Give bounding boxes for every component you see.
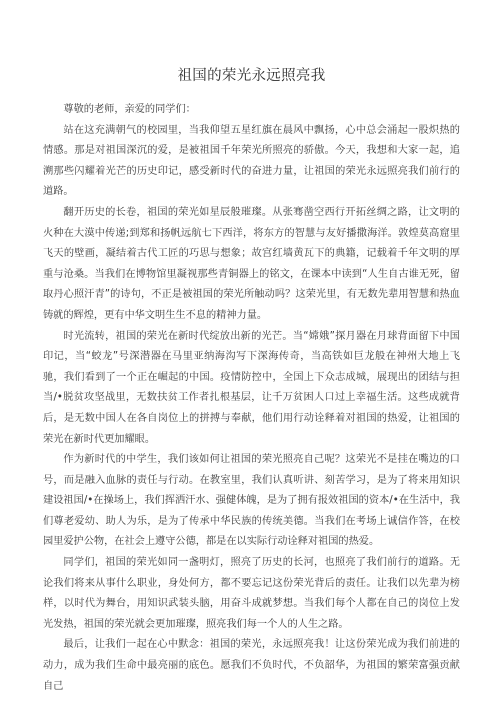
paragraph-3: 时光流转，祖国的荣光在新时代绽放出新的光芒。当“嫦娥”探月器在月球背面留下中国印记，当“蛟龙”号深潜器在马里亚纳海沟写下深海传奇，当高铁如巨龙般在神州大地上飞驰，我们看到了一个正在崛起的中国。疫情防控中，全国上下众志成城，展现出的团结与担当/•脱贫攻坚战里，无数扶贫工作者扎根基层，让千万贫困人口过上幸福生活。这些成就背后，是无数中国人在各自岗位上的拼搏与奉献，他们用行动诠释着对祖国的热爱，让祖国的荣光在新时代更加耀眼。: [43, 330, 460, 445]
document-title: 祖国的荣光永远照亮我: [177, 68, 326, 84]
paragraph-2: 翻开历史的长卷，祖国的荣光如星辰般璀璨。从张骞凿空西行开拓丝绸之路，让文明的火种在大漠中传递;到郑和扬帆远航七下西洋，将东方的智慧与友好播撒海洋。敦煌莫高窟里飞天的壁画，凝结着古代工匠的巧思与想象；故宫红墙黄瓦下的典籍，记载着千年文明的厚重与沧桑。当我们在博物馆里凝视那些青铜器上的铭文，在课本中读到“人生自古谁无死，留取丹心照汗青”的诗句，不正是被祖国的荣光所触动吗？这荣光里，有无数先辈用智慧和热血铸就的辉煌，更有中华文明生生不息的精神力量。: [43, 206, 460, 321]
paragraph-4: 作为新时代的中学生，我们该如何让祖国的荣光照亮自己呢？这荣光不是挂在嘴边的口号，而是融入血脉的责任与行动。在教室里，我们认真听讲、刻苦学习，是为了将来用知识建设祖国/•在操场上，我们挥洒汗水、强健体魄，是为了拥有报效祖国的资本/•在生活中，我们尊老爱幼、助人为乐，是为了传承中华民族的传统美德。当我们在考场上诚信作答，在校园里爱护公物，在社会上遵守公德，都是在以实际行动诠释对祖国的热爱。: [43, 454, 460, 548]
paragraph-1: 站在这充满朝气的校园里，当我仰望五星红旗在晨风中飘扬，心中总会涌起一股炽热的情感。那是对祖国深沉的爱，是被祖国千年荣光所照亮的骄傲。今天，我想和大家一起，追溯那些闪耀着光芒的历史印记，感受新时代的奋进力量，让祖国的荣光永远照亮我们前行的道路。: [43, 124, 460, 198]
paragraph-5: 同学们，祖国的荣光如同一盏明灯，照亮了历史的长河，也照亮了我们前行的道路。无论我们将来从事什么职业，身处何方，都不要忘记这份荣光背后的责任。让我们以先辈为榜样，以时代为舞台，用知识武装头脑，用奋斗成就梦想。当我们每个人都在自己的岗位上发光发热，祖国的荣光就会更加璀璨，照亮我们每一个人的人生之路。: [43, 557, 460, 630]
salutation: 尊敬的老师，亲爱的同学们：: [63, 104, 196, 115]
document-body: [43, 100, 460, 697]
paragraph-6: 最后，让我们一起在心中默念：祖国的荣光，永远照亮我！让这份荣光成为我们前进的动力，成为我们生命中最亮丽的底色。愿我们不负时代，不负韶华，为祖国的繁荣富强贡献自己: [43, 639, 460, 692]
